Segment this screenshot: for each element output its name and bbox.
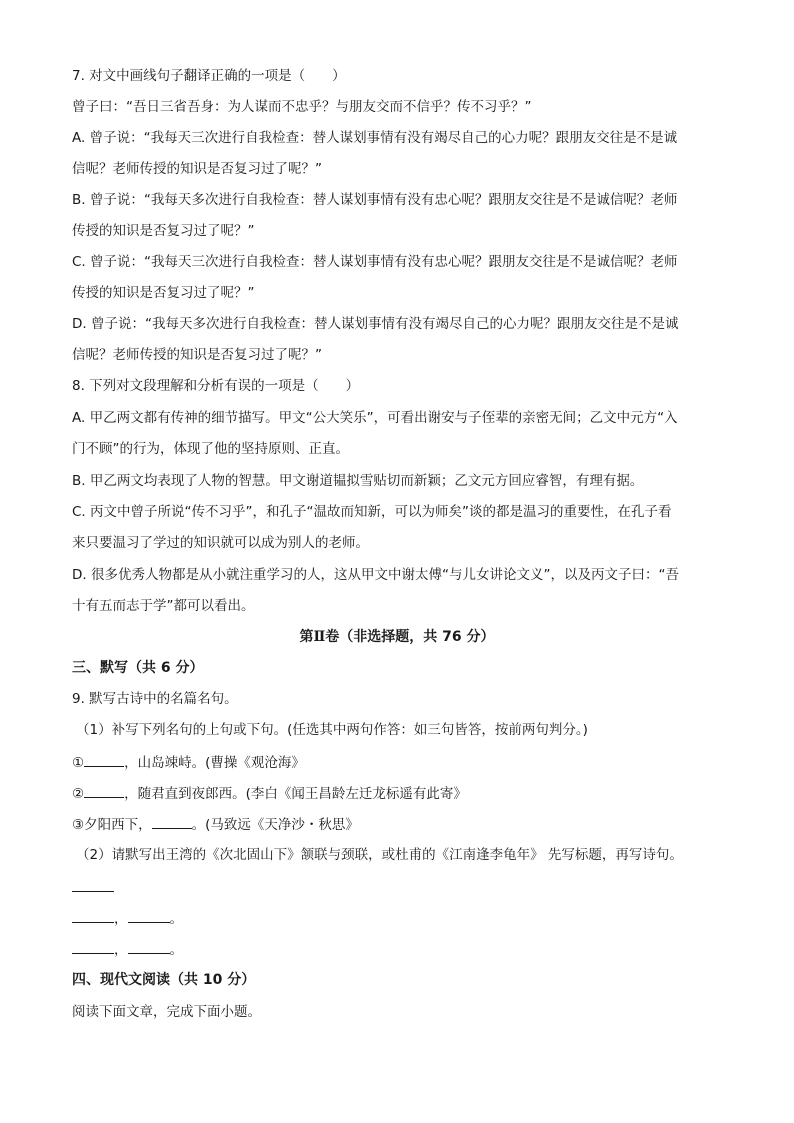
answer-blank[interactable]	[128, 908, 170, 923]
q7-stem: 7. 对文中画线句子翻译正确的一项是（ ）	[72, 68, 346, 84]
q8-option-a-line1: A. 甲乙两文都有传神的细节描写。甲文“公大笑乐”，可看出谢安与子侄辈的亲密无间；乙文中元方“入	[72, 410, 678, 426]
answer-blank[interactable]	[72, 877, 114, 892]
answer-line-title	[72, 877, 732, 898]
q8-stem: 8. 下列对文段理解和分析有误的一项是（ ）	[72, 378, 360, 394]
q8-option-b-line1: B. 甲乙两文均表现了人物的智慧。甲文谢道韫拟雪贴切而新颖；乙文元方回应睿智，有理有据。	[72, 473, 644, 489]
q7-quote: 曾子曰：“吾日三省吾身：为人谋而不忠乎？与朋友交而不信乎？传不习乎？”	[72, 99, 532, 115]
q9-item-2-text: ，随君直到夜郎西。(李白《闻王昌龄左迁龙标遥有此寄》	[124, 786, 467, 802]
part2-title-suffix: 卷（非选择题，共 76 分）	[325, 629, 495, 645]
q9-item-3	[72, 814, 732, 835]
answer-blank[interactable]	[84, 783, 124, 798]
q8-option-c-line2: 来只要温习了学过的知识就可以成为别人的老师。	[72, 535, 369, 551]
q9-stem: 9. 默写古诗中的名篇名句。	[72, 691, 238, 707]
q7-option-a-line2: 信呢？老师传授的知识是否复习过了呢？”	[72, 161, 322, 177]
q7-option-a-line1: A. 曾子说：“我每天三次进行自我检查：替人谋划事情有没有竭尽自己的心力呢？跟朋友交往是不是诚	[72, 130, 678, 146]
q7-option-d-line1: D. 曾子说：“我每天多次进行自我检查：替人谋划事情有没有竭尽自己的心力呢？跟朋友交往是不是诚	[72, 316, 679, 332]
answer-line-couplet-2	[72, 939, 732, 960]
q9-sub2: （2）请默写出王湾的《次北固山下》颔联与颈联，或杜甫的《江南逢李龟年》 先写标题，再写诗句。	[76, 847, 683, 863]
period: 。	[169, 911, 183, 927]
q7-option-b-line2: 传授的知识是否复习过了呢？”	[72, 223, 255, 239]
q9-item-1-num: ①	[72, 755, 85, 771]
section-3-heading: 三、默写（共 6 分）	[72, 660, 204, 676]
q9-item-1	[72, 752, 732, 773]
q8-option-c-line1: C. 丙文中曾子所说“传不习乎”，和孔子“温故而知新，可以为师矣”谈的都是温习的重要性，在孔子看	[72, 504, 672, 520]
q8-option-a-line2: 门不顾”的行为，体现了他的坚持原则、正直。	[72, 441, 349, 457]
q7-option-b-line1: B. 曾子说：“我每天多次进行自我检查：替人谋划事情有没有忠心呢？跟朋友交往是不是诚信呢？老师	[72, 192, 678, 208]
answer-blank[interactable]	[72, 939, 114, 954]
part2-title-roman: Ⅱ	[313, 629, 326, 645]
answer-line-couplet-1	[72, 908, 732, 929]
q7-option-d-line2: 信呢？老师传授的知识是否复习过了呢？”	[72, 347, 322, 363]
answer-blank[interactable]	[84, 752, 124, 767]
q7-option-c-line2: 传授的知识是否复习过了呢？”	[72, 285, 255, 301]
answer-blank[interactable]	[72, 908, 114, 923]
q9-item-1-text: ，山岛竦峙。(曹操《观沧海》	[124, 755, 305, 771]
answer-blank[interactable]	[128, 939, 170, 954]
part2-title-prefix: 第	[299, 629, 314, 645]
q9-item-2	[72, 783, 732, 804]
comma: ，	[114, 911, 128, 927]
q9-item-2-num: ②	[72, 786, 85, 802]
part2-title	[0, 627, 794, 647]
q9-item-3-pre: ③夕阳西下，	[72, 817, 152, 833]
q8-option-d-line2: 十有五而志于学”都可以看出。	[72, 598, 255, 614]
comma: ，	[114, 942, 128, 958]
q8-option-d-line1: D. 很多优秀人物都是从小就注重学习的人，这从甲文中谢太傅“与儿女讲论文义”，以及丙文子曰：“吾	[72, 567, 679, 583]
q9-item-3-text: 。(马致远《天净沙・秋思》	[191, 817, 359, 833]
q7-option-c-line1: C. 曾子说：“我每天三次进行自我检查：替人谋划事情有没有忠心呢？跟朋友交往是不是诚信呢？老师	[72, 254, 678, 270]
q9-sub1: （1）补写下列名句的上句或下句。(任选其中两句作答：如三句皆答，按前两句判分。)	[76, 722, 588, 738]
section-4-heading: 四、现代文阅读（共 10 分）	[72, 972, 256, 988]
period: 。	[169, 942, 183, 958]
answer-blank[interactable]	[152, 814, 192, 829]
section-4-intro: 阅读下面文章，完成下面小题。	[72, 1004, 261, 1020]
